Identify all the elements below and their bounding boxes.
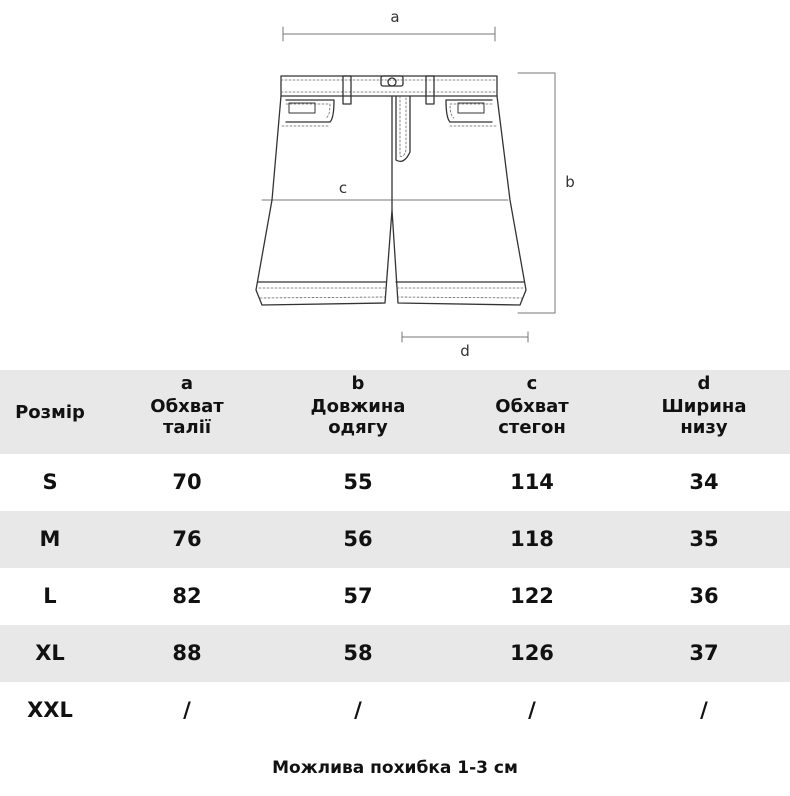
value-cell: 37 [689,641,719,666]
column-letter: b [351,373,365,394]
table-row [0,454,790,511]
value-cell: 57 [343,584,373,609]
value-cell: 58 [343,641,373,666]
size-table [0,370,790,739]
size-cell: L [43,584,57,609]
value-cell: 56 [343,527,373,552]
table-row [0,682,790,739]
column-header-waist [107,370,267,454]
value-cell: / [528,698,536,723]
label-c: c [338,179,348,197]
value-cell: 122 [510,584,554,609]
value-cell: / [700,698,708,723]
column-header-length [278,370,438,454]
value-cell: 55 [343,470,373,495]
size-column-header: Розмір [15,402,85,424]
column-name-line2: низу [680,417,728,439]
value-cell: / [354,698,362,723]
table-row [0,511,790,568]
column-name-line1: Довжина [310,395,406,417]
size-cell: XXL [27,698,73,723]
value-cell: / [183,698,191,723]
column-header-hem-width [624,370,784,454]
value-cell: 34 [689,470,719,495]
value-cell: 82 [172,584,202,609]
value-cell: 114 [510,470,554,495]
value-cell: 76 [172,527,202,552]
value-cell: 126 [510,641,554,666]
shorts-measurement-diagram [0,0,790,362]
label-b: b [565,173,575,191]
column-name-line1: Ширина [661,395,747,417]
shorts-illustration [0,0,790,362]
value-cell: 35 [689,527,719,552]
column-name-line1: Обхват [150,395,224,417]
size-cell: XL [35,641,65,666]
column-name-line2: талії [162,417,212,439]
value-cell: 36 [689,584,719,609]
column-letter: a [180,373,194,394]
size-cell: M [39,527,61,552]
table-row [0,625,790,682]
column-letter: c [526,373,538,394]
value-cell: 118 [510,527,554,552]
table-row [0,568,790,625]
tolerance-note: Можлива похибка 1-3 см [272,758,518,778]
column-header-hips [452,370,612,454]
value-cell: 88 [172,641,202,666]
column-name-line2: одягу [328,417,388,439]
column-name-line2: стегон [498,417,566,439]
label-d: d [460,342,470,360]
label-a: a [390,8,400,26]
column-name-line1: Обхват [495,395,569,417]
column-letter: d [697,373,711,394]
value-cell: 70 [172,470,202,495]
size-cell: S [42,470,58,495]
table-header-row [0,370,790,454]
